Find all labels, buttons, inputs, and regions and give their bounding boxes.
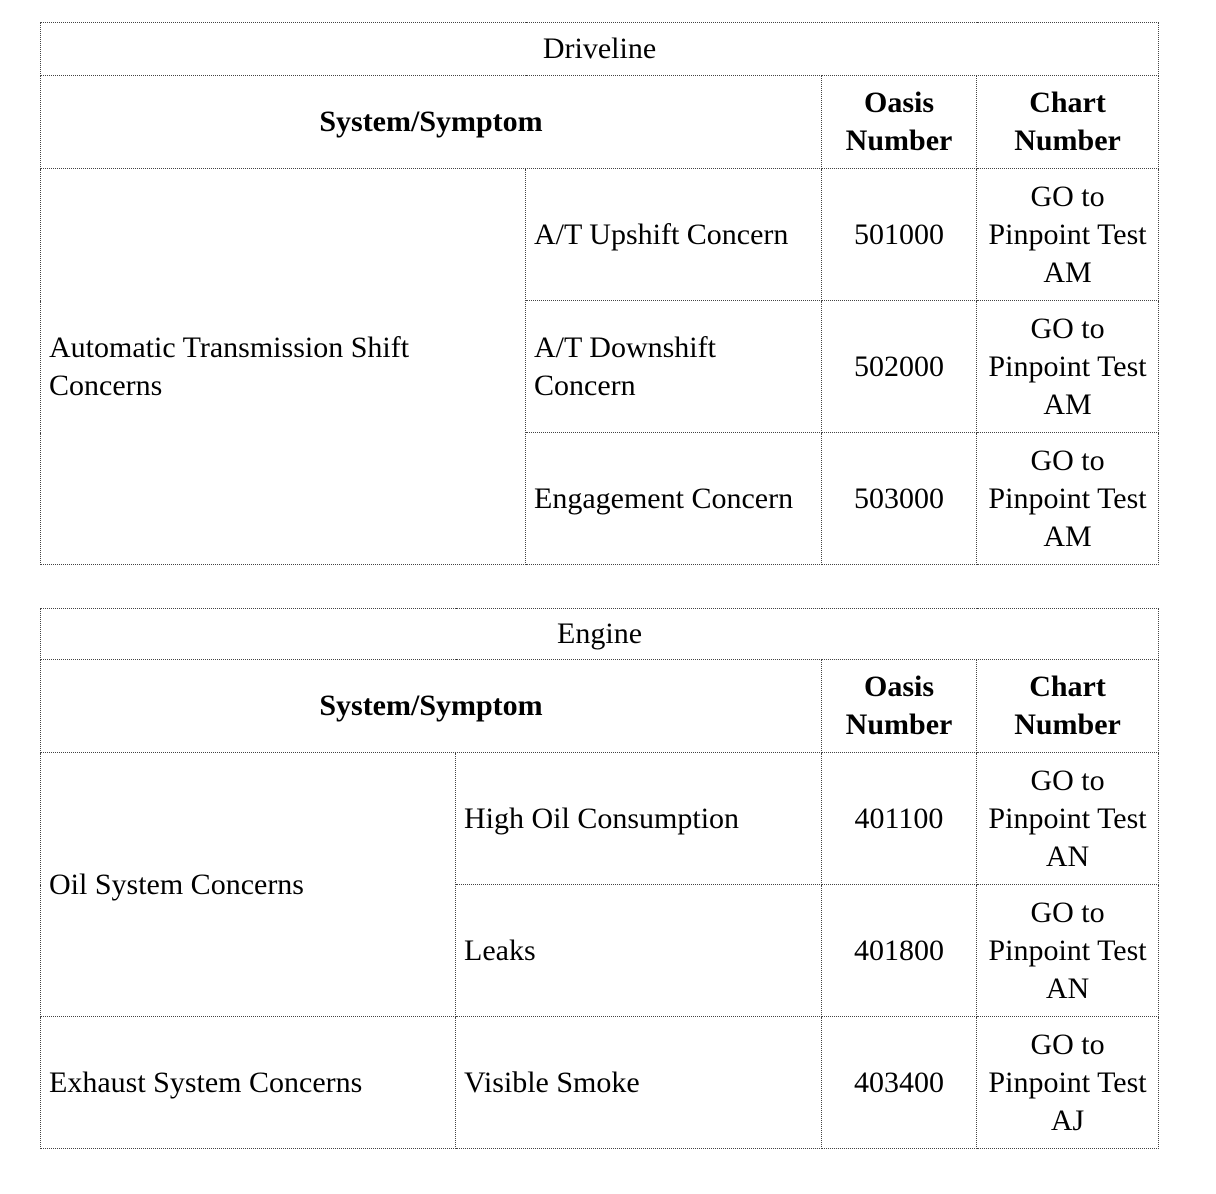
header-system-symptom: System/Symptom [41,76,822,169]
oasis-number-cell: 502000 [822,301,977,433]
symptom-cell: High Oil Consumption [456,753,822,885]
chart-number-cell: GO to Pinpoint Test AM [977,433,1159,565]
chart-number-cell: GO to Pinpoint Test AN [977,885,1159,1017]
symptom-cell: A/T Upshift Concern [526,169,822,301]
oasis-number-cell: 501000 [822,169,977,301]
system-cell: Oil System Concerns [41,753,456,1017]
oasis-number-cell: 403400 [822,1017,977,1149]
symptom-cell: Engagement Concern [526,433,822,565]
oasis-number-cell: 401800 [822,885,977,1017]
header-chart-number: Chart Number [977,660,1159,753]
table-row [41,1017,1159,1149]
oasis-number-cell: 401100 [822,753,977,885]
header-chart-number: Chart Number [977,76,1159,169]
chart-number-cell: GO to Pinpoint Test AM [977,169,1159,301]
system-cell: Exhaust System Concerns [41,1017,456,1149]
driveline-table [40,22,1159,565]
header-oasis-number: Oasis Number [822,660,977,753]
chart-number-cell: GO to Pinpoint Test AM [977,301,1159,433]
table-row [41,169,1159,301]
chart-number-cell: GO to Pinpoint Test AN [977,753,1159,885]
chart-number-cell: GO to Pinpoint Test AJ [977,1017,1159,1149]
header-system-symptom: System/Symptom [41,660,822,753]
symptom-cell: Visible Smoke [456,1017,822,1149]
symptom-cell: Leaks [456,885,822,1017]
table-caption: Engine [41,609,1159,660]
engine-table [40,608,1159,1149]
header-oasis-number: Oasis Number [822,76,977,169]
system-cell: Automatic Transmission Shift Concerns [41,169,526,565]
table-caption: Driveline [41,23,1159,76]
table-row [41,753,1159,885]
symptom-cell: A/T Downshift Concern [526,301,822,433]
oasis-number-cell: 503000 [822,433,977,565]
